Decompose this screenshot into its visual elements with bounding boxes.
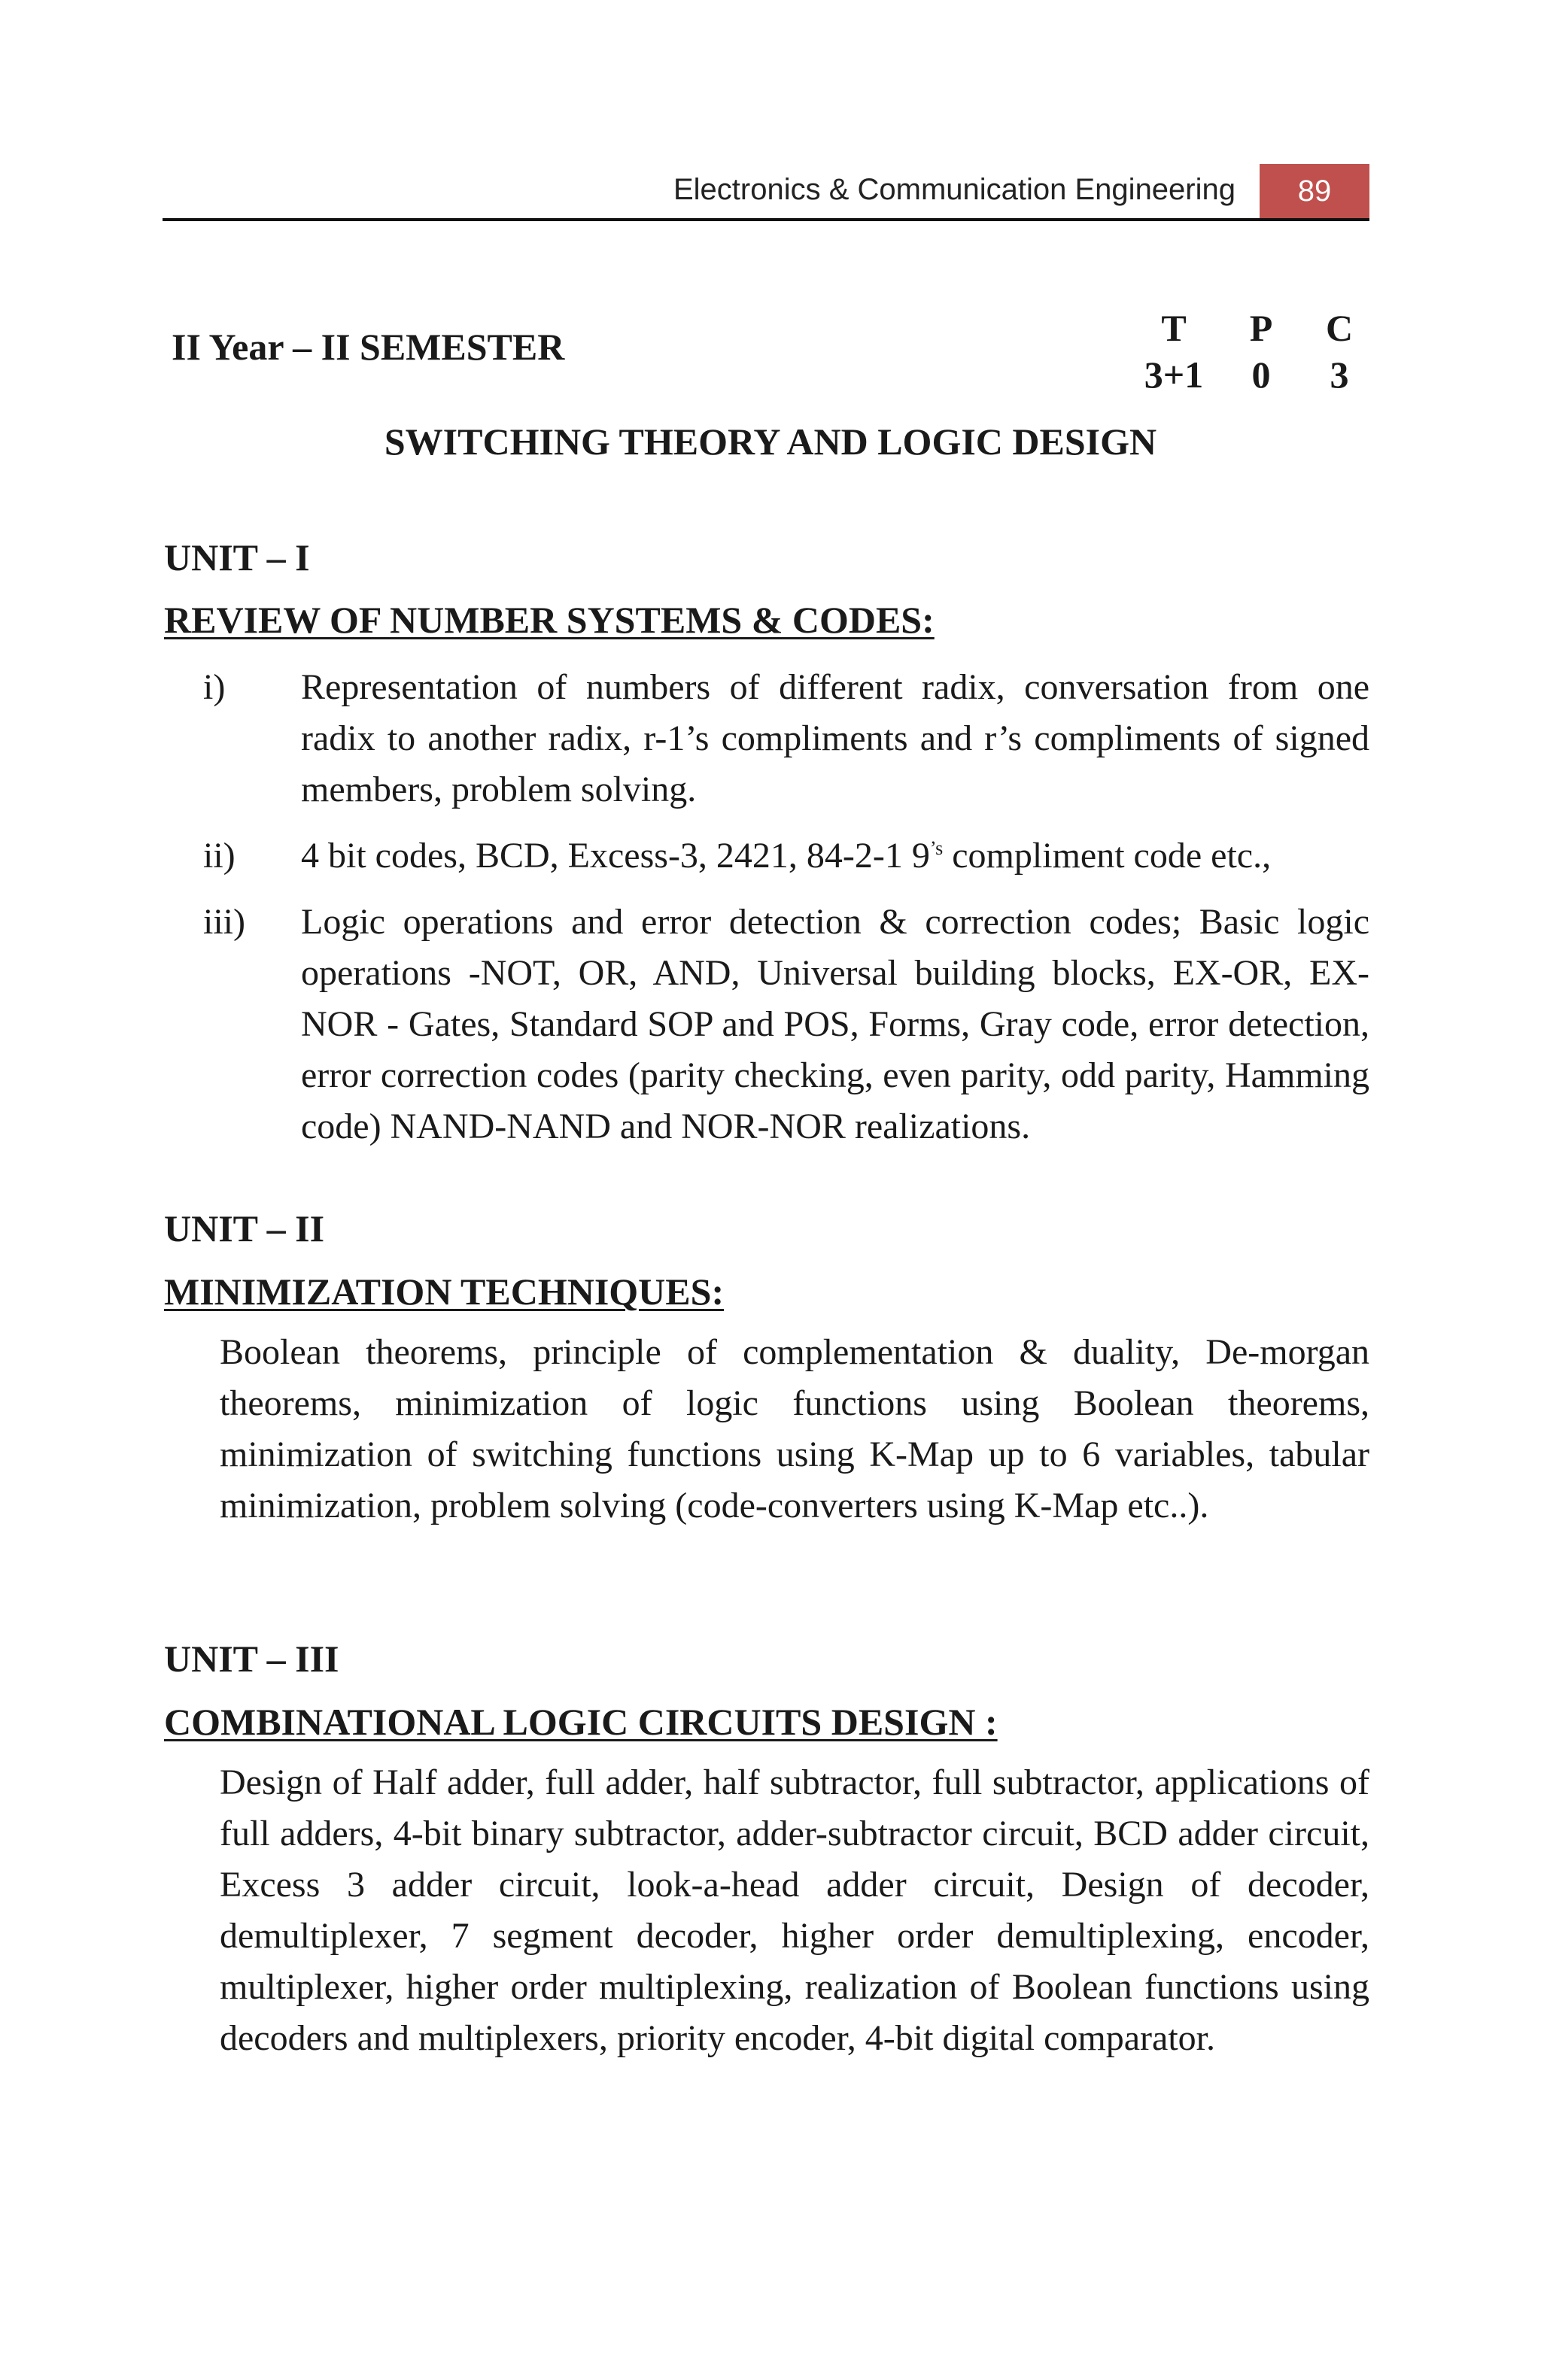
- list-item-number: iii): [203, 902, 245, 942]
- credits-c: [1309, 305, 1369, 398]
- list-item-number: ii): [203, 836, 236, 876]
- list-item: [203, 830, 1369, 882]
- unit-2-paragraph: Boolean theorems, principle of complementation & duality, De-morgan theorems, minimization of logic functions using Boolean theorems, minimization of switching functions using K-Map up to 6 variables, tabular minimization, problem solving (code-converters using K-Map etc..).: [220, 1332, 1369, 1525]
- unit-1-heading: REVIEW OF NUMBER SYSTEMS & CODES:: [164, 599, 935, 641]
- unit-3-heading: COMBINATIONAL LOGIC CIRCUITS DESIGN :: [164, 1701, 998, 1743]
- list-item-text: Representation of numbers of different radix, conversation from one radix to another radix, r-1’s compliments and r’s compliments of signed members, problem solving.: [301, 667, 1369, 809]
- header-rule: [163, 218, 1369, 221]
- credits-p-label: P: [1249, 307, 1273, 349]
- credits-t-label: T: [1161, 307, 1187, 349]
- unit-2-label: UNIT – II: [164, 1207, 325, 1249]
- list-item-number: i): [203, 667, 226, 707]
- unit-3-paragraph: Design of Half adder, full adder, half subtractor, full subtractor, applications of full adders, 4-bit binary subtractor, adder-subtractor circuit, BCD adder circuit, Excess 3 adder circuit, look-a-head adder circuit, Design of decoder, demultiplexer, 7 segment decoder, higher order demultiplexing, encoder, multiplexer, higher order multiplexing, realization of Boolean functions using decoders and multiplexers, priority encoder, 4-bit digital comparator.: [220, 1762, 1369, 2058]
- unit-3-label: UNIT – III: [164, 1638, 339, 1680]
- credits-c-label: C: [1325, 307, 1354, 349]
- unit-2-heading: MINIMIZATION TECHNIQUES:: [164, 1270, 725, 1313]
- list-item-text: [301, 830, 1369, 882]
- page-number-badge: 89: [1260, 164, 1369, 218]
- superscript: ’s: [929, 837, 944, 859]
- credits-t: [1129, 305, 1219, 398]
- list-item-text: Logic operations and error detection & correction codes; Basic logic operations -NOT, OR, AND, Universal building blocks, EX-OR, EX-NOR - Gates, Standard SOP and POS, Forms, Gray code, error detection, error correction codes (parity checking, even parity, odd parity, Hamming code) NAND-NAND and NOR-NOR realizations.: [301, 902, 1369, 1146]
- list-item: [203, 662, 1369, 815]
- header-title: Electronics & Communication Engineering: [673, 173, 1236, 206]
- unit-1-label: UNIT – I: [164, 536, 310, 578]
- list-item-text-after: compliment code etc.,: [943, 836, 1272, 876]
- running-header: [163, 164, 1369, 221]
- semester-label: II Year – II SEMESTER: [172, 326, 565, 368]
- credits-p: [1231, 305, 1291, 398]
- list-item-text-before: 4 bit codes, BCD, Excess-3, 2421, 84-2-1 9: [301, 836, 930, 876]
- list-item: [203, 897, 1369, 1152]
- course-title: SWITCHING THEORY AND LOGIC DESIGN: [384, 420, 1157, 463]
- credits-p-value: 0: [1251, 354, 1271, 396]
- credits-t-value: 3+1: [1144, 354, 1204, 396]
- credits-c-value: 3: [1330, 354, 1349, 396]
